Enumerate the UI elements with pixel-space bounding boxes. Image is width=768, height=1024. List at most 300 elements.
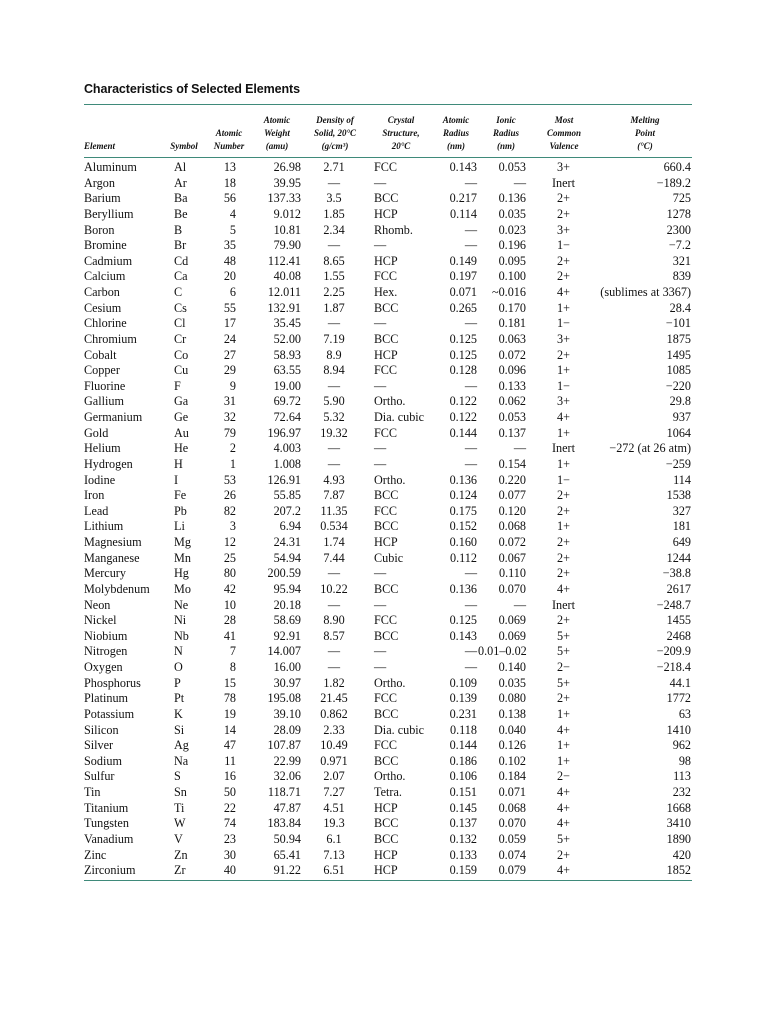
cell-valence: 5+ — [557, 831, 570, 846]
cell-atomic-radius: 0.159 — [449, 863, 477, 878]
cell-ionic-radius: 0.110 — [499, 566, 526, 581]
cell-crystal-structure: BCC — [374, 519, 399, 534]
cell-atomic-number: 53 — [223, 472, 236, 487]
cell-element: Nitrogen — [84, 644, 128, 659]
cell-atomic-radius: 0.137 — [449, 816, 477, 831]
cell-valence: 1+ — [557, 425, 570, 440]
cell-symbol: Ar — [174, 175, 187, 190]
cell-crystal-structure: BCC — [374, 628, 399, 643]
cell-atomic-radius: 0.175 — [449, 503, 477, 518]
cell-element: Copper — [84, 363, 120, 378]
cell-density: 2.71 — [323, 160, 345, 174]
cell-crystal-structure: FCC — [374, 738, 398, 753]
cell-atomic-weight: 91.22 — [273, 863, 301, 878]
cell-element: Germanium — [84, 410, 143, 424]
cell-symbol: Si — [174, 722, 185, 737]
cell-valence: 4+ — [557, 785, 570, 799]
cell-atomic-weight: 19.00 — [273, 378, 301, 393]
cell-density: 8.94 — [323, 363, 345, 378]
cell-atomic-weight: 6.94 — [279, 519, 301, 534]
cell-symbol: Pt — [174, 691, 185, 706]
table-row — [84, 707, 692, 723]
cell-melting-point: −7.2 — [668, 238, 691, 253]
cell-element: Potassium — [84, 706, 135, 721]
cell-ionic-radius: 0.040 — [498, 722, 526, 737]
cell-atomic-weight: 39.95 — [273, 175, 301, 190]
cell-element: Tin — [84, 785, 101, 799]
cell-crystal-structure: BCC — [374, 488, 399, 503]
cell-element: Iodine — [84, 472, 116, 487]
cell-element: Phosphorus — [84, 675, 141, 690]
cell-symbol: S — [174, 769, 181, 784]
cell-ionic-radius: 0.069 — [498, 613, 526, 628]
cell-symbol: Zn — [174, 847, 188, 862]
table-body — [84, 160, 692, 879]
cell-ionic-radius: 0.063 — [498, 331, 526, 346]
header-symbol: Symbol — [170, 141, 198, 151]
cell-atomic-number: 56 — [223, 191, 236, 206]
cell-atomic-radius: 0.151 — [449, 785, 477, 799]
cell-melting-point: 327 — [672, 503, 691, 518]
cell-melting-point: 1495 — [666, 347, 691, 362]
cell-atomic-radius: 0.128 — [449, 363, 477, 378]
cell-element: Argon — [84, 175, 115, 190]
cell-atomic-number: 79 — [223, 425, 236, 440]
cell-symbol: Cr — [174, 331, 187, 346]
cell-ionic-radius: 0.035 — [498, 206, 526, 221]
cell-valence: 1− — [557, 378, 570, 393]
header-crystal-structure: Crystal Structure, 20°C — [382, 115, 420, 151]
cell-symbol: Cs — [174, 300, 187, 315]
cell-density: 5.32 — [323, 410, 345, 424]
cell-valence: 4+ — [557, 863, 570, 878]
cell-density: 10.22 — [320, 581, 348, 596]
cell-element: Lead — [84, 503, 109, 518]
cell-atomic-weight: 30.97 — [273, 675, 301, 690]
cell-crystal-structure: Hex. — [374, 285, 398, 299]
cell-valence: 2+ — [557, 613, 570, 628]
cell-atomic-number: 7 — [229, 644, 236, 659]
cell-atomic-weight: 26.98 — [273, 160, 301, 174]
cell-crystal-structure: BCC — [374, 331, 399, 346]
cell-atomic-weight: 16.00 — [273, 660, 301, 674]
cell-symbol: Ge — [174, 410, 189, 424]
cell-ionic-radius: 0.077 — [498, 488, 526, 503]
cell-symbol: Mn — [174, 550, 191, 565]
cell-valence: Inert — [551, 597, 575, 612]
cell-atomic-radius: — — [464, 456, 477, 471]
cell-atomic-radius: 0.125 — [449, 613, 477, 628]
cell-element: Chromium — [84, 331, 137, 346]
cell-valence: 1− — [557, 472, 570, 487]
cell-ionic-radius: 0.095 — [498, 253, 526, 268]
cell-atomic-radius: 0.112 — [450, 550, 477, 565]
cell-melting-point: 962 — [672, 738, 691, 753]
header-element: Element — [84, 141, 115, 151]
cell-atomic-number: 74 — [223, 816, 236, 831]
cell-valence: 2+ — [557, 535, 570, 549]
cell-element: Gold — [84, 425, 109, 440]
cell-density: 8.57 — [323, 628, 345, 643]
cell-symbol: Ca — [174, 269, 188, 284]
cell-atomic-number: 78 — [223, 691, 236, 706]
table-header-rule — [84, 157, 692, 158]
cell-atomic-radius: — — [464, 378, 477, 393]
cell-element: Silver — [84, 738, 114, 753]
cell-density: — — [327, 566, 341, 581]
cell-melting-point: −38.8 — [662, 566, 691, 581]
cell-atomic-radius: 0.125 — [449, 331, 477, 346]
cell-ionic-radius: — — [513, 175, 526, 190]
cell-melting-point: 839 — [672, 269, 691, 284]
cell-ionic-radius: 0.059 — [498, 831, 526, 846]
cell-atomic-weight: 196.97 — [267, 425, 301, 440]
cell-density: — — [327, 660, 341, 674]
cell-atomic-number: 50 — [223, 785, 236, 799]
cell-melting-point: 1852 — [666, 863, 691, 878]
cell-density: 1.82 — [323, 675, 345, 690]
cell-crystal-structure: BCC — [374, 191, 399, 206]
cell-melting-point: 3410 — [666, 816, 691, 831]
cell-symbol: Cu — [174, 363, 189, 378]
cell-crystal-structure: BCC — [374, 753, 399, 768]
cell-symbol: Be — [174, 206, 188, 221]
cell-ionic-radius: 0.01–0.02 — [478, 644, 527, 659]
cell-melting-point: 1668 — [666, 800, 691, 815]
cell-symbol: W — [174, 816, 186, 831]
cell-symbol: Hg — [174, 566, 189, 581]
cell-element: Niobium — [84, 628, 128, 643]
table-row — [84, 394, 692, 410]
header-atomic-weight: Atomic Weight (amu) — [263, 115, 291, 151]
cell-valence: 5+ — [557, 644, 570, 659]
cell-element: Hydrogen — [84, 456, 133, 471]
cell-valence: 4+ — [557, 410, 570, 424]
cell-symbol: Cl — [174, 316, 186, 331]
cell-density: — — [327, 456, 341, 471]
cell-atomic-weight: 40.08 — [273, 269, 301, 284]
cell-melting-point: 420 — [672, 847, 691, 862]
cell-melting-point: −101 — [665, 316, 691, 331]
cell-ionic-radius: — — [513, 441, 526, 456]
cell-atomic-number: 27 — [223, 347, 236, 362]
table-row — [84, 644, 692, 660]
cell-element: Zirconium — [84, 863, 136, 878]
cell-crystal-structure: HCP — [374, 863, 398, 878]
cell-atomic-number: 22 — [223, 800, 236, 815]
cell-melting-point: 44.1 — [669, 675, 691, 690]
cell-melting-point: −209.9 — [656, 644, 691, 659]
cell-valence: 2+ — [557, 566, 570, 581]
cell-element: Sodium — [84, 753, 122, 768]
cell-atomic-weight: 92.91 — [273, 628, 301, 643]
cell-density: 2.33 — [323, 722, 345, 737]
cell-density: 11.35 — [320, 503, 348, 518]
cell-symbol: O — [174, 660, 183, 674]
cell-crystal-structure: HCP — [374, 800, 398, 815]
cell-atomic-weight: 58.93 — [273, 347, 301, 362]
cell-atomic-weight: 58.69 — [273, 613, 301, 628]
cell-symbol: I — [174, 472, 179, 487]
cell-symbol: V — [174, 831, 183, 846]
table-row — [84, 691, 692, 707]
cell-ionic-radius: 0.170 — [498, 300, 526, 315]
cell-crystal-structure: Dia. cubic — [374, 410, 425, 424]
cell-crystal-structure: BCC — [374, 706, 399, 721]
cell-atomic-radius: — — [464, 441, 477, 456]
cell-atomic-number: 6 — [229, 285, 236, 299]
cell-valence: 1+ — [557, 300, 570, 315]
cell-melting-point: 113 — [673, 769, 691, 784]
table-row — [84, 176, 692, 192]
cell-atomic-radius: 0.109 — [449, 675, 477, 690]
cell-density: 8.65 — [323, 253, 345, 268]
cell-atomic-radius: 0.197 — [449, 269, 477, 284]
cell-ionic-radius: 0.184 — [498, 769, 526, 784]
cell-density: 19.3 — [323, 816, 345, 831]
cell-atomic-number: 80 — [223, 566, 236, 581]
cell-atomic-number: 11 — [224, 753, 236, 768]
cell-crystal-structure: BCC — [374, 581, 399, 596]
cell-element: Carbon — [84, 285, 120, 299]
header-density: Density of Solid, 20°C (g/cm³) — [313, 115, 357, 151]
cell-element: Molybdenum — [84, 581, 150, 596]
cell-crystal-structure: FCC — [374, 503, 398, 518]
cell-valence: 2+ — [557, 191, 570, 206]
cell-valence: 1+ — [557, 363, 570, 378]
table-top-rule — [84, 104, 692, 105]
cell-ionic-radius: 0.079 — [498, 863, 526, 878]
cell-element: Iron — [84, 488, 105, 503]
table-row — [84, 238, 692, 254]
table-row — [84, 754, 692, 770]
cell-atomic-radius: — — [464, 566, 477, 581]
cell-valence: 1+ — [557, 738, 570, 753]
header-atomic-number: Atomic Number — [213, 128, 245, 151]
cell-element: Titanium — [84, 800, 129, 815]
cell-ionic-radius: 0.023 — [498, 222, 526, 237]
table-row — [84, 613, 692, 629]
cell-ionic-radius: 0.126 — [498, 738, 526, 753]
cell-atomic-radius: 0.144 — [449, 738, 477, 753]
cell-atomic-weight: 35.45 — [273, 316, 301, 331]
cell-atomic-number: 24 — [223, 331, 236, 346]
cell-atomic-weight: 4.003 — [273, 441, 301, 456]
cell-crystal-structure: FCC — [374, 425, 398, 440]
cell-atomic-radius: 0.139 — [449, 691, 477, 706]
cell-melting-point: 649 — [672, 535, 691, 549]
cell-valence: 1− — [557, 238, 570, 253]
cell-density: 6.51 — [323, 863, 345, 878]
cell-density: 19.32 — [320, 425, 348, 440]
cell-valence: 3+ — [557, 394, 570, 409]
cell-valence: 2+ — [557, 253, 570, 268]
cell-atomic-weight: 47.87 — [273, 800, 301, 815]
cell-ionic-radius: 0.137 — [498, 425, 526, 440]
cell-ionic-radius: 0.071 — [498, 785, 526, 799]
table-row — [84, 504, 692, 520]
cell-crystal-structure: BCC — [374, 816, 399, 831]
cell-ionic-radius: 0.133 — [498, 378, 526, 393]
cell-atomic-weight: 39.10 — [273, 706, 301, 721]
cell-symbol: Fe — [174, 488, 187, 503]
cell-valence: 1+ — [557, 706, 570, 721]
cell-valence: 4+ — [557, 816, 570, 831]
table-row — [84, 598, 692, 614]
cell-melting-point: 232 — [672, 785, 691, 799]
cell-atomic-number: 48 — [223, 253, 236, 268]
cell-melting-point: 98 — [678, 753, 691, 768]
cell-melting-point: 181 — [672, 519, 691, 534]
cell-crystal-structure: — — [374, 597, 387, 612]
table-row — [84, 473, 692, 489]
cell-density: 1.74 — [323, 535, 345, 549]
cell-element: Oxygen — [84, 660, 123, 674]
table-row — [84, 285, 692, 301]
cell-ionic-radius: 0.053 — [498, 160, 526, 174]
cell-element: Magnesium — [84, 535, 142, 549]
cell-symbol: C — [174, 285, 183, 299]
cell-density: 7.19 — [323, 331, 345, 346]
cell-atomic-weight: 10.81 — [273, 222, 301, 237]
cell-atomic-radius: — — [464, 660, 477, 674]
cell-crystal-structure: Ortho. — [374, 769, 406, 784]
cell-crystal-structure: Cubic — [374, 550, 404, 565]
cell-crystal-structure: Tetra. — [374, 785, 402, 799]
cell-atomic-radius: 0.136 — [449, 472, 477, 487]
cell-density: — — [327, 441, 341, 456]
cell-atomic-number: 28 — [223, 613, 236, 628]
cell-atomic-weight: 195.08 — [267, 691, 301, 706]
cell-atomic-number: 3 — [229, 519, 236, 534]
cell-crystal-structure: HCP — [374, 347, 398, 362]
cell-melting-point: 660.4 — [663, 160, 691, 174]
cell-ionic-radius: 0.072 — [498, 347, 526, 362]
cell-melting-point: −220 — [665, 378, 691, 393]
cell-atomic-number: 23 — [223, 831, 236, 846]
cell-atomic-number: 14 — [223, 722, 236, 737]
cell-atomic-number: 41 — [223, 628, 236, 643]
cell-valence: 1+ — [557, 456, 570, 471]
cell-element: Mercury — [84, 566, 126, 581]
cell-ionic-radius: 0.070 — [498, 816, 526, 831]
cell-atomic-number: 42 — [223, 581, 236, 596]
cell-atomic-weight: 126.91 — [267, 472, 301, 487]
cell-crystal-structure: FCC — [374, 691, 398, 706]
cell-atomic-radius: 0.118 — [450, 722, 477, 737]
cell-ionic-radius: 0.120 — [498, 503, 526, 518]
cell-melting-point: 1538 — [666, 488, 691, 503]
cell-valence: 4+ — [557, 800, 570, 815]
cell-density: 6.1 — [326, 831, 342, 846]
cell-valence: 1+ — [557, 519, 570, 534]
table-row — [84, 660, 692, 676]
cell-melting-point: −259 — [665, 456, 691, 471]
table-row — [84, 160, 692, 176]
cell-atomic-radius: 0.186 — [449, 753, 477, 768]
cell-ionic-radius: 0.080 — [498, 691, 526, 706]
cell-atomic-number: 1 — [229, 456, 236, 471]
cell-crystal-structure: Ortho. — [374, 472, 406, 487]
cell-atomic-weight: 50.94 — [273, 831, 301, 846]
cell-valence: 4+ — [557, 722, 570, 737]
cell-crystal-structure: — — [374, 566, 387, 581]
cell-density: — — [327, 238, 341, 253]
cell-ionic-radius: 0.181 — [498, 316, 526, 331]
cell-atomic-number: 20 — [223, 269, 236, 284]
cell-atomic-number: 4 — [229, 206, 236, 221]
cell-ionic-radius: 0.100 — [498, 269, 526, 284]
cell-density: 2.25 — [323, 285, 345, 299]
cell-atomic-radius: 0.144 — [449, 425, 477, 440]
cell-atomic-weight: 1.008 — [273, 456, 301, 471]
table-row — [84, 738, 692, 754]
cell-density: 1.87 — [323, 300, 345, 315]
cell-valence: 1− — [557, 316, 570, 331]
cell-element: Helium — [84, 441, 121, 456]
cell-melting-point: −272 (at 26 atm) — [609, 441, 691, 456]
cell-atomic-radius: — — [464, 316, 477, 331]
cell-atomic-number: 15 — [223, 675, 236, 690]
cell-element: Sulfur — [84, 769, 115, 784]
cell-valence: 4+ — [557, 285, 570, 299]
cell-ionic-radius: 0.062 — [498, 394, 526, 409]
cell-symbol: F — [174, 378, 181, 393]
cell-density: 7.44 — [323, 550, 345, 565]
cell-crystal-structure: — — [374, 441, 387, 456]
cell-density: 1.85 — [323, 206, 345, 221]
cell-atomic-number: 30 — [223, 847, 236, 862]
cell-atomic-radius: 0.114 — [450, 206, 477, 221]
cell-ionic-radius: 0.067 — [498, 550, 526, 565]
cell-melting-point: 937 — [672, 410, 691, 424]
cell-valence: 3+ — [557, 222, 570, 237]
cell-atomic-number: 2 — [229, 441, 236, 456]
cell-symbol: Al — [174, 160, 187, 174]
cell-crystal-structure: HCP — [374, 253, 398, 268]
cell-atomic-radius: 0.217 — [449, 191, 477, 206]
cell-valence: 2+ — [557, 347, 570, 362]
cell-valence: 2− — [557, 769, 570, 784]
cell-atomic-radius: 0.152 — [449, 519, 477, 534]
cell-crystal-structure: FCC — [374, 363, 398, 378]
cell-crystal-structure: BCC — [374, 831, 399, 846]
cell-crystal-structure: HCP — [374, 206, 398, 221]
cell-atomic-number: 29 — [223, 363, 236, 378]
table-row — [84, 191, 692, 207]
cell-atomic-number: 40 — [223, 863, 236, 878]
cell-crystal-structure: — — [374, 456, 387, 471]
cell-symbol: H — [174, 456, 183, 471]
cell-element: Platinum — [84, 691, 129, 706]
cell-symbol: Ga — [174, 394, 189, 409]
cell-ionic-radius: 0.035 — [498, 675, 526, 690]
cell-density: 2.34 — [323, 222, 345, 237]
cell-melting-point: 725 — [672, 191, 691, 206]
cell-symbol: Ag — [174, 738, 189, 753]
cell-element: Cadmium — [84, 253, 133, 268]
cell-atomic-radius: — — [464, 222, 477, 237]
cell-atomic-weight: 54.94 — [273, 550, 301, 565]
cell-atomic-radius: 0.106 — [449, 769, 477, 784]
cell-valence: 2+ — [557, 550, 570, 565]
cell-symbol: Au — [174, 425, 189, 440]
cell-ionic-radius: 0.102 — [498, 753, 526, 768]
cell-element: Zinc — [84, 847, 107, 862]
table-row — [84, 832, 692, 848]
cell-crystal-structure: — — [374, 644, 387, 659]
cell-density: 7.13 — [323, 847, 345, 862]
